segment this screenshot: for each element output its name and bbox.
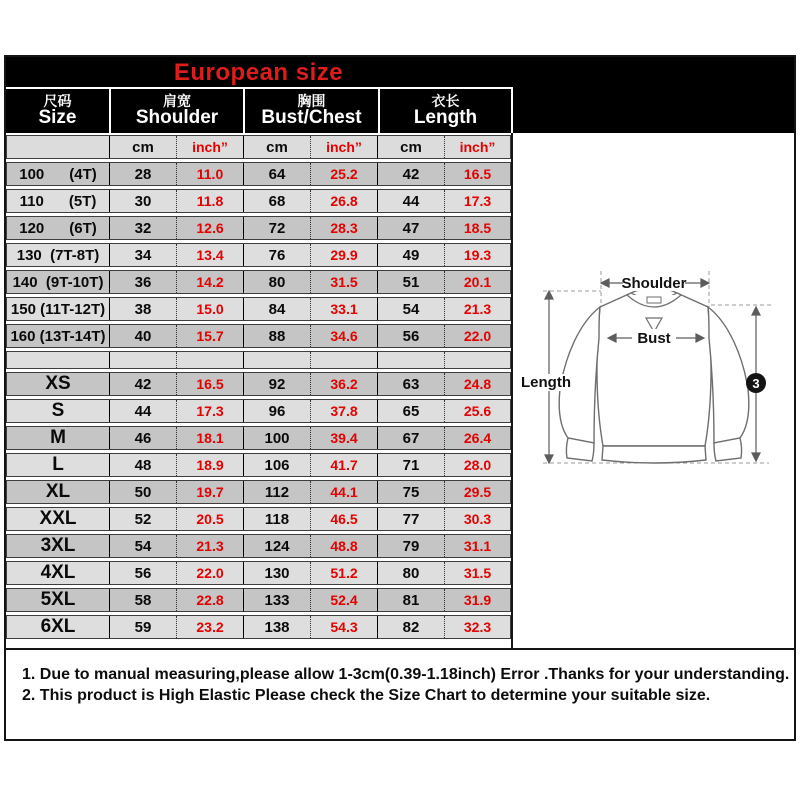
size-cell: L [52,454,64,475]
value-cell: 58 [109,589,176,611]
value-cell [444,352,510,368]
unit-empty-cell [7,136,109,158]
value-cell: 16.5 [444,163,510,185]
value-cell: 39.4 [310,427,377,449]
value-cell: 30.3 [444,508,510,530]
value-cell: 23.2 [176,616,243,638]
header-size [6,89,109,133]
value-cell: 41.7 [310,454,377,476]
value-cell: 80 [243,271,310,293]
size-cell: S [51,400,65,421]
value-cell: 31.5 [310,271,377,293]
value-cell: 64 [243,163,310,185]
table-row [6,615,511,639]
value-cell: 34.6 [310,325,377,347]
value-cell [243,352,310,368]
page-title: European size [173,59,344,86]
value-cell: 28.0 [444,454,510,476]
header-size-zh: 尺码 [43,92,72,109]
value-cell: 20.5 [176,508,243,530]
value-cell: 68 [243,190,310,212]
table-row [6,162,511,186]
value-cell: 44.1 [310,481,377,503]
value-cell: 11.0 [176,163,243,185]
size-cell: 120 (6T) [19,219,97,237]
size-cell: XXL [39,508,77,529]
table-row [6,534,511,558]
value-cell: 75 [377,481,444,503]
value-cell: 19.7 [176,481,243,503]
value-cell: 13.4 [176,244,243,266]
value-cell [310,352,377,368]
header-length-en: Length [413,107,478,129]
value-cell: 20.1 [444,271,510,293]
neck-label [647,297,661,303]
size-cell: XL [45,481,71,502]
value-cell: 47 [377,217,444,239]
value-cell: 38 [109,298,176,320]
value-cell: 32 [109,217,176,239]
content [6,133,794,648]
value-cell: 42 [377,163,444,185]
diagram-area [513,133,794,648]
header-shoulder [109,89,243,133]
value-cell: 46 [109,427,176,449]
value-cell: 65 [377,400,444,422]
value-cell: 138 [243,616,310,638]
header-bust-zh: 胸围 [297,92,326,109]
value-cell: 76 [243,244,310,266]
value-cell: 29.5 [444,481,510,503]
value-cell: 33.1 [310,298,377,320]
unit-length-inch: inch” [444,136,510,158]
value-cell: 40 [109,325,176,347]
value-cell: 67 [377,427,444,449]
size-cell: 130 (7T-8T) [16,246,100,264]
table-rows [6,162,511,639]
value-cell: 48.8 [310,535,377,557]
value-cell: 21.3 [444,298,510,320]
value-cell: 18.9 [176,454,243,476]
value-cell: 80 [377,562,444,584]
table-row [6,588,511,612]
value-cell: 48 [109,454,176,476]
value-cell: 106 [243,454,310,476]
header-length-zh: 衣长 [431,92,460,109]
sweater-diagram [513,133,794,648]
value-cell: 54.3 [310,616,377,638]
value-cell: 18.5 [444,217,510,239]
value-cell: 81 [377,589,444,611]
value-cell: 51 [377,271,444,293]
length-label: Length [521,374,571,391]
value-cell: 31.9 [444,589,510,611]
table-row [6,243,511,267]
unit-bust-cm: cm [243,136,310,158]
value-cell: 92 [243,373,310,395]
size-cell: M [50,427,66,448]
table-row [6,270,511,294]
value-cell: 29.9 [310,244,377,266]
value-cell: 36.2 [310,373,377,395]
unit-row [6,135,511,159]
size-cell: XS [45,373,71,394]
value-cell: 25.2 [310,163,377,185]
header-size-en: Size [38,107,77,129]
note-1: 1. Due to manual measuring,please allow 1-3cm(0.39-1.18inch) Error .Thanks for your understanding. [22,666,790,683]
value-cell: 56 [377,325,444,347]
value-cell: 79 [377,535,444,557]
value-cell: 25.6 [444,400,510,422]
value-cell [109,352,176,368]
notes-box [6,648,794,739]
value-cell [176,352,243,368]
table-header-row [6,87,513,133]
table-row [6,216,511,240]
value-cell: 77 [377,508,444,530]
value-cell: 51.2 [310,562,377,584]
banner [6,57,794,133]
value-cell: 28 [109,163,176,185]
value-cell: 71 [377,454,444,476]
value-cell: 12.6 [176,217,243,239]
value-cell: 19.3 [444,244,510,266]
value-cell: 112 [243,481,310,503]
value-cell: 28.3 [310,217,377,239]
value-cell: 34 [109,244,176,266]
value-cell: 32.3 [444,616,510,638]
table-row [6,324,511,348]
table-row [6,561,511,585]
size-cell: 4XL [40,562,76,583]
value-cell: 100 [243,427,310,449]
sweater-outline [559,288,749,464]
value-cell: 26.4 [444,427,510,449]
value-cell: 44 [377,190,444,212]
note-2: 2. This product is High Elastic Please check the Size Chart to determine your suitable size. [22,687,711,704]
value-cell: 15.0 [176,298,243,320]
value-cell: 24.8 [444,373,510,395]
spacer-row [6,351,511,369]
badge-number: 3 [752,376,760,391]
value-cell: 50 [109,481,176,503]
value-cell [377,352,444,368]
value-cell: 124 [243,535,310,557]
unit-shoulder-cm: cm [109,136,176,158]
value-cell: 96 [243,400,310,422]
value-cell: 17.3 [176,400,243,422]
size-cell: 5XL [40,589,76,610]
value-cell: 56 [109,562,176,584]
value-cell: 31.5 [444,562,510,584]
size-cell: 3XL [40,535,76,556]
value-cell: 84 [243,298,310,320]
value-cell: 59 [109,616,176,638]
shoulder-label: Shoulder [621,275,687,292]
size-cell: 100 (4T) [19,165,97,183]
value-cell: 18.1 [176,427,243,449]
value-cell: 26.8 [310,190,377,212]
value-cell: 21.3 [176,535,243,557]
table-row [6,480,511,504]
value-cell: 54 [377,298,444,320]
header-shoulder-zh: 肩宽 [163,92,191,109]
value-cell: 52 [109,508,176,530]
value-cell: 30 [109,190,176,212]
table-row [6,297,511,321]
value-cell: 54 [109,535,176,557]
value-cell: 11.8 [176,190,243,212]
size-cell: 150 (11T-12T) [10,300,106,318]
value-cell: 63 [377,373,444,395]
value-cell: 36 [109,271,176,293]
value-cell: 46.5 [310,508,377,530]
value-cell: 118 [243,508,310,530]
unit-bust-inch: inch” [310,136,377,158]
value-cell: 22.0 [444,325,510,347]
value-cell: 16.5 [176,373,243,395]
size-table [6,133,513,648]
size-cell [7,352,109,368]
table-row [6,507,511,531]
value-cell: 130 [243,562,310,584]
header-length [378,89,511,133]
value-cell: 17.3 [444,190,510,212]
value-cell: 31.1 [444,535,510,557]
value-cell: 52.4 [310,589,377,611]
value-cell: 49 [377,244,444,266]
value-cell: 37.8 [310,400,377,422]
size-cell: 160 (13T-14T) [10,327,106,345]
value-cell: 42 [109,373,176,395]
value-cell: 22.8 [176,589,243,611]
unit-shoulder-inch: inch” [176,136,243,158]
value-cell: 22.0 [176,562,243,584]
unit-length-cm: cm [377,136,444,158]
table-row [6,453,511,477]
header-shoulder-en: Shoulder [135,107,219,129]
header-bust-en: Bust/Chest [261,107,362,129]
value-cell: 88 [243,325,310,347]
value-cell: 44 [109,400,176,422]
table-row [6,189,511,213]
value-cell: 133 [243,589,310,611]
size-cell: 6XL [40,616,76,637]
size-cell: 110 (5T) [19,192,97,210]
size-cell: 140 (9T-10T) [12,273,104,291]
size-chart-frame [4,55,796,741]
value-cell: 15.7 [176,325,243,347]
value-cell: 14.2 [176,271,243,293]
header-bust [243,89,378,133]
value-cell: 72 [243,217,310,239]
table-row [6,426,511,450]
bust-label: Bust [637,330,671,347]
table-row [6,372,511,396]
table-row [6,399,511,423]
value-cell: 82 [377,616,444,638]
